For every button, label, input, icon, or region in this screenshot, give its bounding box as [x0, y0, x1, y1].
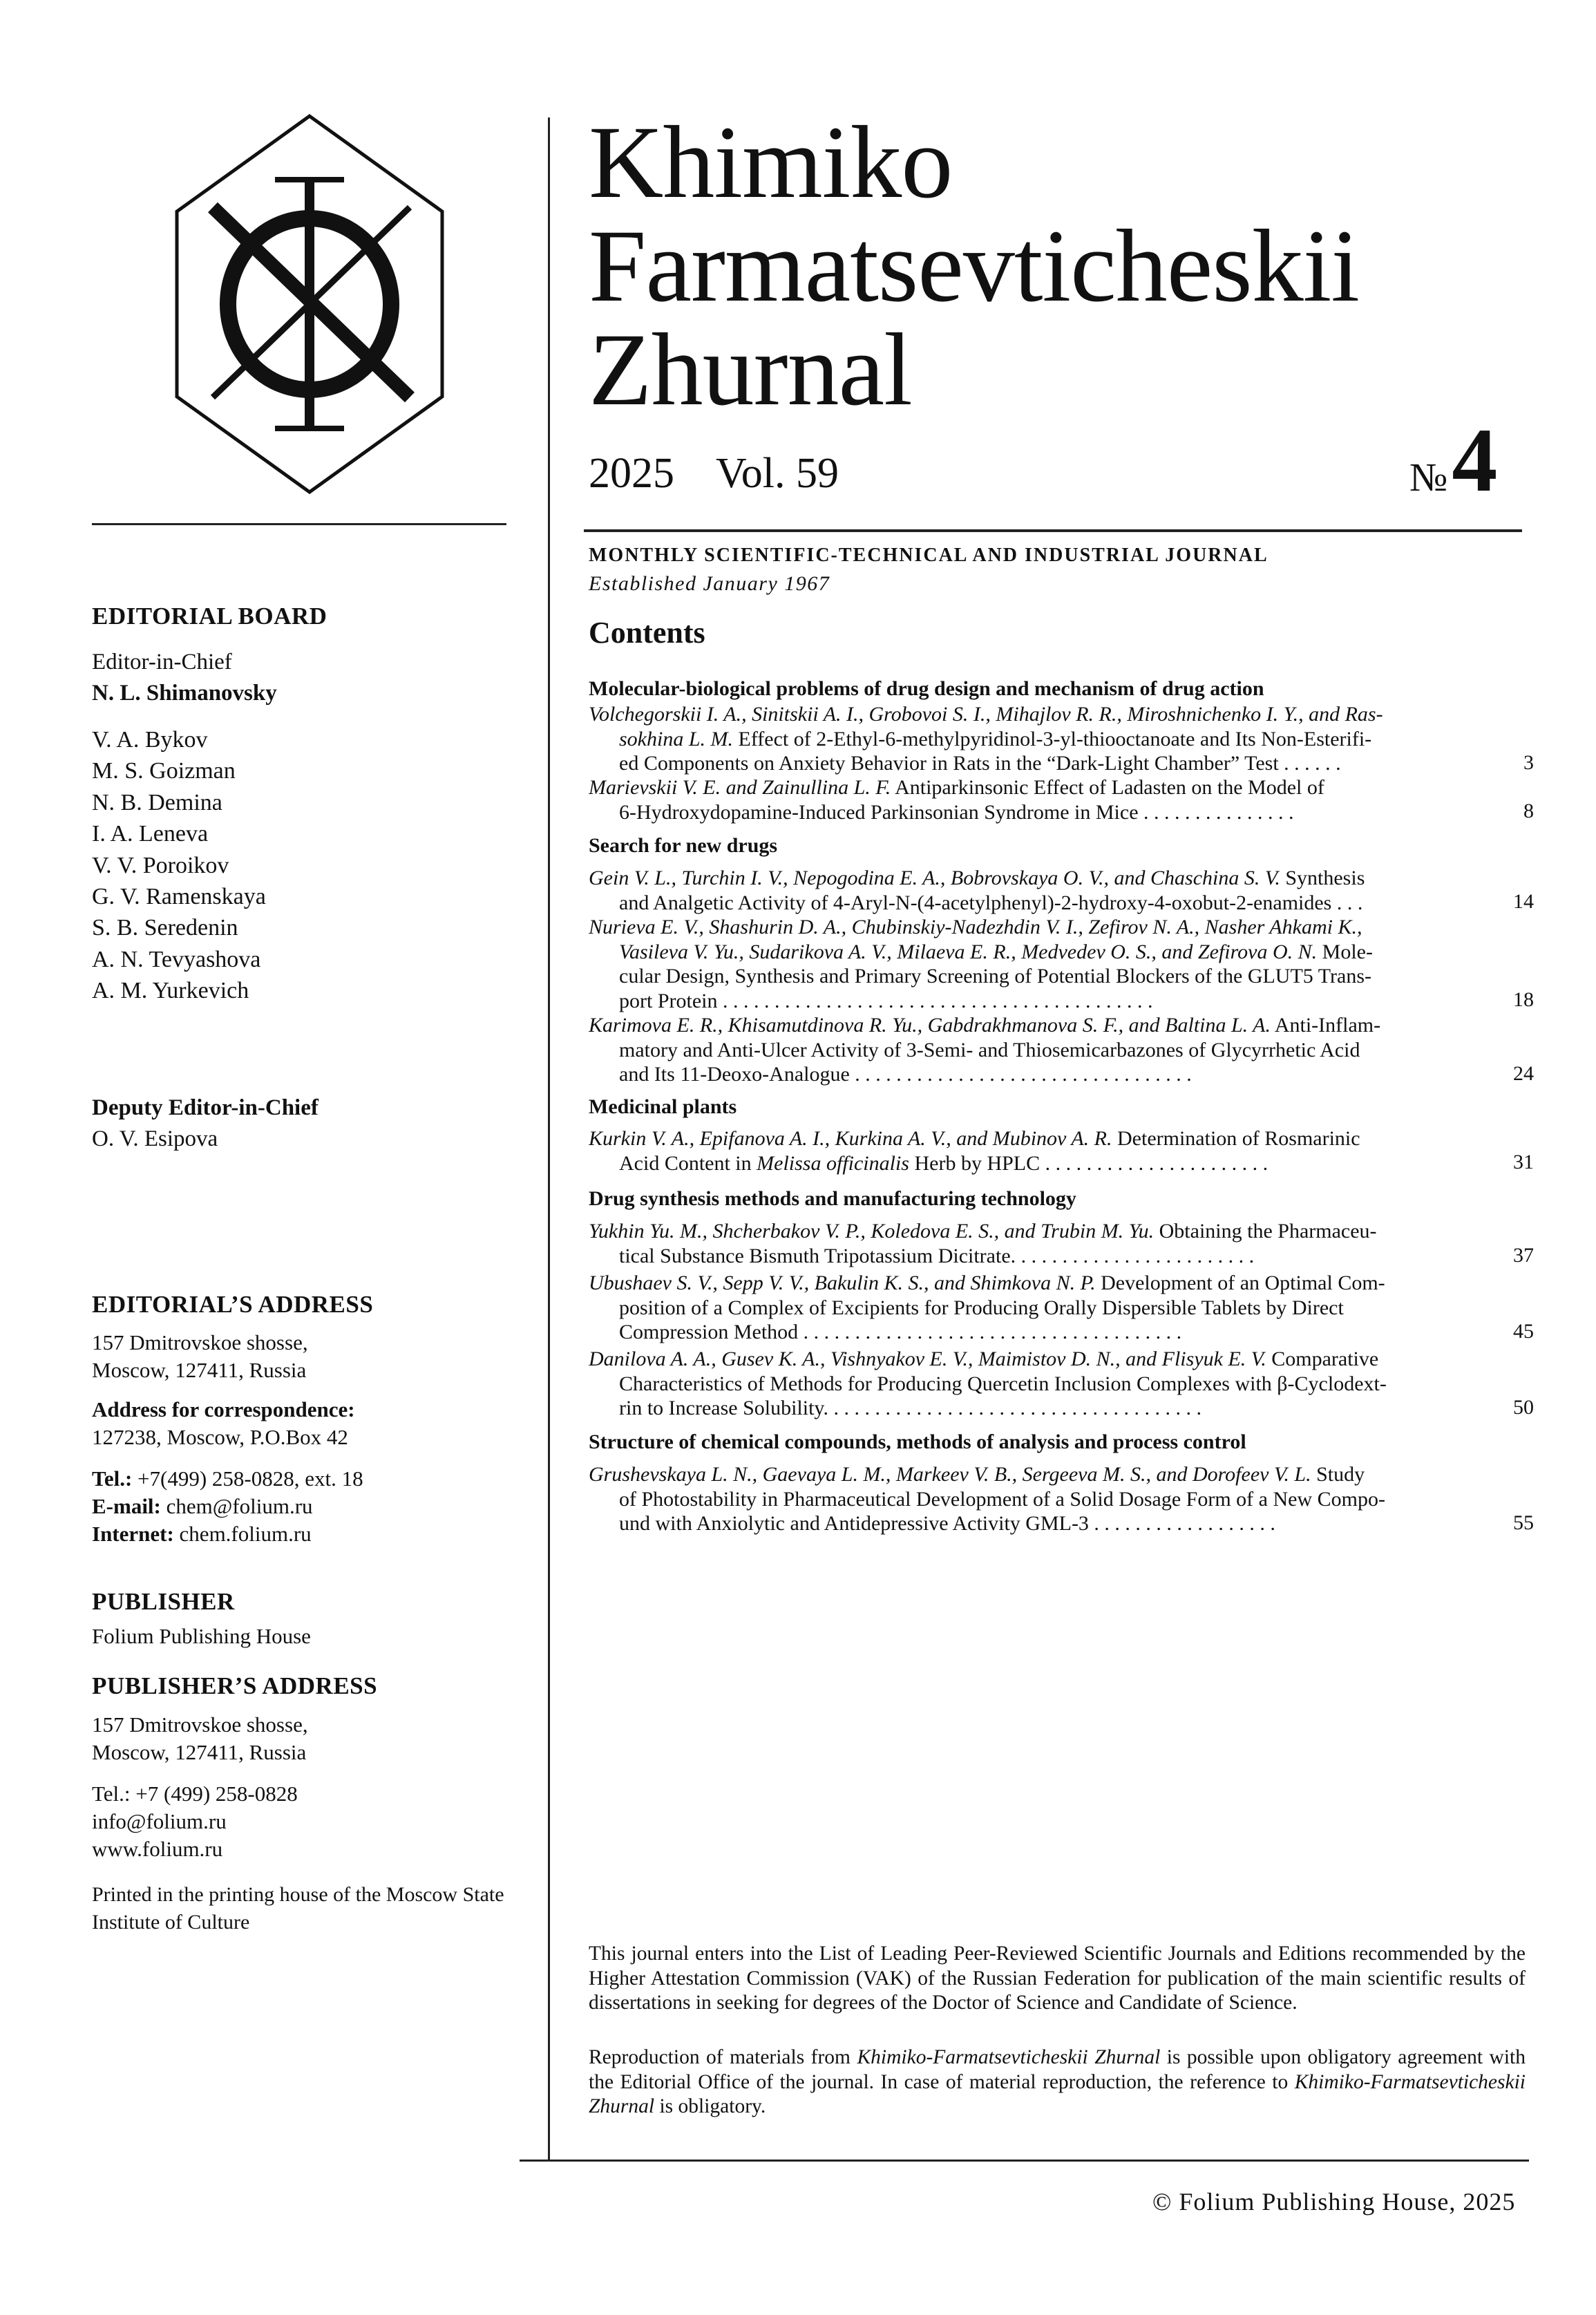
article-entry: Grushevskaya L. N., Gaevaya L. M., Markeev V. B., Sergeeva M. S., and Dorofeev V. L. Study of Photostability in Pharmaceutical Development of a Solid Dosage Form of a New Compo- und with Anxiolytic and Antidepressive Activity GML-3 . . . . . . . . . . . . . . . . . . [589, 1463, 1385, 1535]
issue-number-value: 4 [1452, 409, 1498, 511]
page-number: 31 [1513, 1151, 1534, 1173]
board-member: I. A. Leneva [92, 821, 209, 847]
section-heading: Drug synthesis methods and manufacturing technology [589, 1187, 1076, 1210]
page-number: 55 [1513, 1511, 1534, 1534]
article-entry: Volchegorskii I. A., Sinitskii A. I., Grobovoi S. I., Mihajlov R. R., Miroshnichenko I. Y., and Ras- sokhina L. M. Effect of 2-Ethyl-6-methylpyridinol-3-yl-thiooctanoate and Its Non-Esterifi- ed Components on Anxiety Behavior in Rats in the “Dark-Light Chamber” Test . . . . . . [589, 703, 1383, 775]
editor-in-chief-name: N. L. Shimanovsky [92, 681, 277, 706]
correspondence-label: Address for correspondence: [92, 1397, 355, 1421]
page-number: 24 [1513, 1062, 1534, 1085]
year: 2025 [589, 450, 674, 497]
board-member: V. V. Poroikov [92, 852, 229, 878]
editor-in-chief-label: Editor-in-Chief [92, 650, 232, 674]
article-entry: Ubushaev S. V., Sepp V. V., Bakulin K. S., and Shimkova N. P. Development of an Optimal Com- position of a Complex of Excipients for Producing Orally Dispersible Tablets by Direct Compression Method . . . . . . . . . . . . . . . . . . . . . . . . . . . . . . . . . . . . . [589, 1272, 1385, 1343]
article-entry: Karimova E. R., Khisamutdinova R. Yu., Gabdrakhmanova S. F., and Baltina L. A. Anti-Inflam- matory and Anti-Ulcer Activity of 3-Semi- and Thiosemicarbazones of Glycyrrhetic Acid and Its 11-Deoxo-Analogue . . . . . . . . . . . . . . . . . . . . . . . . . . . . . . . . . [589, 1014, 1381, 1086]
publisher-email: info@folium.ru [92, 1809, 227, 1833]
contents-heading: Contents [589, 616, 705, 650]
journal-title-line2: Farmatsevticheskii [589, 209, 1360, 323]
section-heading: Structure of chemical compounds, methods of analysis and process control [589, 1430, 1246, 1453]
page-number: 50 [1513, 1396, 1534, 1419]
board-member: A. M. Yurkevich [92, 978, 249, 1004]
publisher-address-line1: 157 Dmitrovskoe shosse, [92, 1712, 308, 1737]
journal-title-line3: Zhurnal [589, 312, 912, 427]
board-member: G. V. Ramenskaya [92, 884, 266, 910]
article-entry: Gein V. L., Turchin I. V., Nepogodina E. A., Bobrovskaya O. V., and Chaschina S. V. Synthesis and Analgetic Activity of 4-Aryl-N-(4-acetylphenyl)-2-hydroxy-4-oxobut-2-enamides . . . [589, 867, 1365, 914]
board-members-list [92, 724, 266, 1007]
correspondence-value: 127238, Moscow, P.O.Box 42 [92, 1425, 348, 1449]
page-number: 18 [1513, 988, 1534, 1011]
editorial-address-line1: 157 Dmitrovskoe shosse, [92, 1330, 308, 1354]
article-entry: Danilova A. A., Gusev K. A., Vishnyakov E. V., Maimistov D. N., and Flisyuk E. V. Comparative Characteristics of Methods for Producing Quercetin Inclusion Complexes with β-Cyclodext- rin to Increase Solubility. . . . . . . . . . . . . . . . . . . . . . . . . . . . . . . . . . . . . [589, 1348, 1387, 1419]
board-member: N. B. Demina [92, 789, 222, 815]
copyright: © Folium Publishing House, 2025 [1152, 2188, 1516, 2215]
page-number: 3 [1523, 751, 1534, 774]
publisher-web: www.folium.ru [92, 1837, 223, 1861]
bottom-rule [520, 2160, 1529, 2162]
left-column-rule [92, 523, 506, 525]
number-sign: № [1409, 455, 1448, 500]
publisher-tel: Tel.: +7 (499) 258-0828 [92, 1782, 298, 1806]
issue-number [1409, 409, 1498, 511]
page-number: 14 [1513, 890, 1534, 913]
article-entry: Kurkin V. A., Epifanova A. I., Kurkina A. V., and Mubinov A. R. Determination of Rosmarinic Acid Content in Melissa officinalis Herb by HPLC . . . . . . . . . . . . . . . . . . . . . . [589, 1127, 1360, 1175]
section-heading: Medicinal plants [589, 1095, 737, 1118]
year-volume [589, 449, 839, 498]
section-heading: Molecular-biological problems of drug design and mechanism of drug action [589, 677, 1264, 700]
publisher-address-line2: Moscow, 127411, Russia [92, 1740, 307, 1764]
editorial-address-line2: Moscow, 127411, Russia [92, 1358, 307, 1382]
reproduction-notice: Reproduction of materials from Khimiko-Farmatsevticheskii Zhurnal is possible upon obligatory agreement with the Editorial Office of the journal. In case of material reproduction, the reference to Khimiko-Farmatsevticheskii Zhurnal is obligatory. [589, 2046, 1526, 2117]
board-member: M. S. Goizman [92, 758, 236, 784]
board-member: A. N. Tevyashova [92, 946, 261, 972]
printed-note: Printed in the printing house of the Moscow State Institute of Culture [92, 1883, 504, 1934]
editorial-address-heading: EDITORIAL’S ADDRESS [92, 1291, 374, 1318]
journal-title-line1: Khimiko [589, 105, 953, 220]
established-date: Established January 1967 [589, 572, 830, 595]
deputy-editor-label: Deputy Editor-in-Chief [92, 1095, 319, 1120]
editorial-tel: Tel.: +7(499) 258-0828, ext. 18 [92, 1466, 363, 1491]
publisher-address-heading: PUBLISHER’S ADDRESS [92, 1672, 378, 1699]
publisher-name: Folium Publishing House [92, 1624, 311, 1648]
vak-notice: This journal enters into the List of Leading Peer-Reviewed Scientific Journals and Editions recommended by the Higher Attestation Commission (VAK) of the Russian Federation for publication of the main scientific results of dissertations in seeking for degrees of the Doctor of Science and Candidate of Science. [589, 1943, 1526, 2014]
page-number: 37 [1513, 1244, 1534, 1267]
section-heading: Search for new drugs [589, 834, 778, 857]
article-entry: Marievskii V. E. and Zainullina L. F. Antiparkinsonic Effect of Ladasten on the Model of 6-Hydroxydopamine-Induced Parkinsonian Syndrome in Mice . . . . . . . . . . . . . . . [589, 776, 1324, 824]
editorial-board-heading: EDITORIAL BOARD [92, 603, 327, 630]
deputy-editor-name: O. V. Esipova [92, 1126, 218, 1151]
board-member: V. A. Bykov [92, 727, 208, 753]
journal-monogram-logo [171, 111, 448, 498]
title-rule [584, 529, 1522, 532]
journal-subtitle: MONTHLY SCIENTIFIC-TECHNICAL AND INDUSTRIAL JOURNAL [589, 545, 1269, 566]
page-number: 8 [1523, 800, 1534, 822]
page-number: 45 [1513, 1320, 1534, 1343]
volume: Vol. 59 [716, 450, 839, 497]
editorial-email: E-mail: chem@folium.ru [92, 1494, 313, 1518]
column-divider [548, 117, 550, 2160]
article-entry: Nurieva E. V., Shashurin D. A., Chubinskiy-Nadezhdin V. I., Zefirov N. A., Nasher Ahkami K., Vasileva V. Yu., Sudarikova A. V., Milaeva E. R., Medvedev O. S., and Zefirova O. N. Mole- cular Design, Synthesis and Primary Screening of Potential Blockers of the GLUT5 Trans- port Protein . . . . . . . . . . . . . . . . . . . . . . . . . . . . . . . . . . . . . . . . . . [589, 916, 1373, 1012]
article-entry: Yukhin Yu. M., Shcherbakov V. P., Koledova E. S., and Trubin M. Yu. Obtaining the Pharmaceu- tical Substance Bismuth Tripotassium Dicitrate. . . . . . . . . . . . . . . . . . . . . . . . [589, 1220, 1377, 1267]
board-member: S. B. Seredenin [92, 915, 238, 941]
editorial-internet: Internet: chem.folium.ru [92, 1522, 312, 1546]
publisher-heading: PUBLISHER [92, 1588, 235, 1615]
